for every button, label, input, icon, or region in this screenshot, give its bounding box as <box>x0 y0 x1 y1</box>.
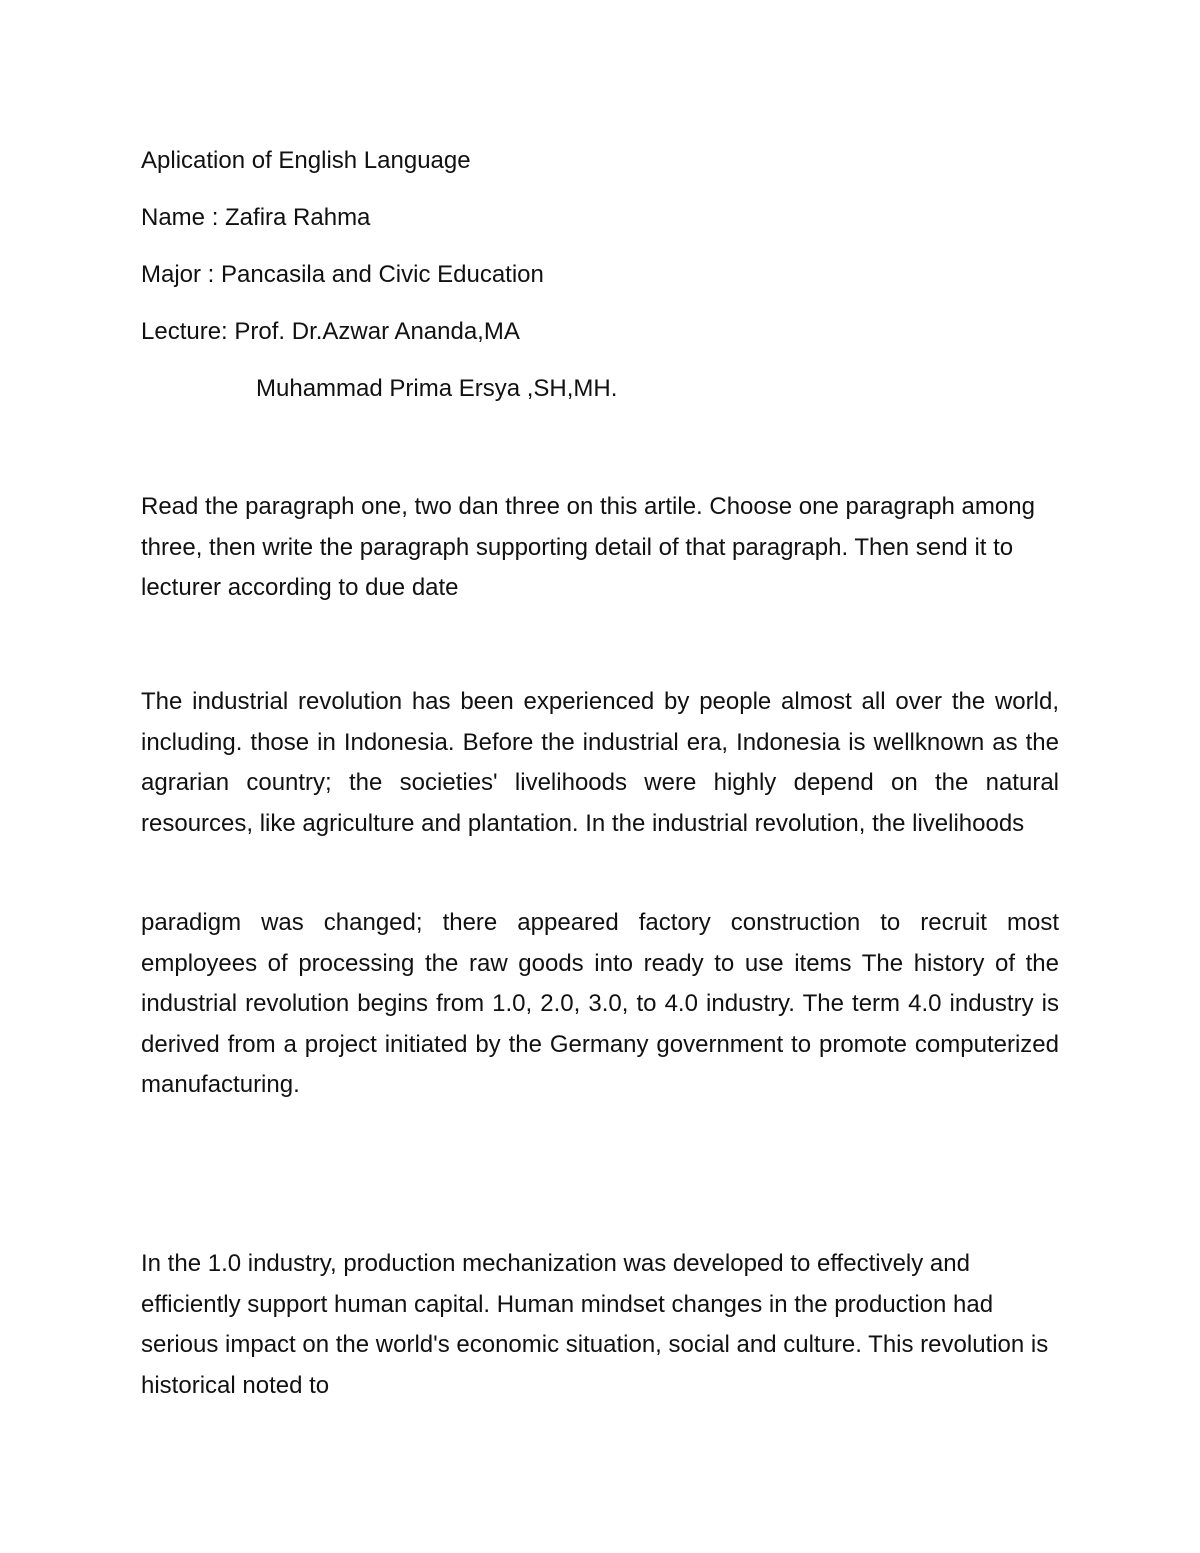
assignment-instruction: Read the paragraph one, two dan three on this artile. Choose one paragraph among three, then write the paragraph supporting detail of that paragraph. Then send it to lecturer according to due date <box>141 493 1035 601</box>
second-lecturer: Muhammad Prima Ersya ,SH,MH. <box>256 375 618 402</box>
paragraph-one-part-one: The industrial revolution has been experienced by people almost all over the world, including. those in Indonesia. Before the industrial era, Indonesia is wellknown as the agrarian country; the societies' livelihoods were highly depend on the natural resources, like agriculture and plantation. In the industrial revolution, the livelihoods <box>141 688 1059 837</box>
student-major: Major : Pancasila and Civic Education <box>141 261 544 288</box>
lecturer-line: Lecture: Prof. Dr.Azwar Ananda,MA <box>141 318 520 345</box>
student-name: Name : Zafira Rahma <box>141 204 371 231</box>
paragraph-two: In the 1.0 industry, production mechanization was developed to effectively and efficiently support human capital. Human mindset changes in the production had serious impact on the world's economic situation, social and culture. This revolution is historical noted to <box>141 1250 1049 1399</box>
paragraph-one-part-two: paradigm was changed; there appeared factory construction to recruit most employees of processing the raw goods into ready to use items The history of the industrial revolution begins from 1.0, 2.0, 3.0, to 4.0 industry. The term 4.0 industry is derived from a project initiated by the Germany government to promote computerized manufacturing. <box>141 909 1059 1098</box>
course-title: Aplication of English Language <box>141 147 471 174</box>
